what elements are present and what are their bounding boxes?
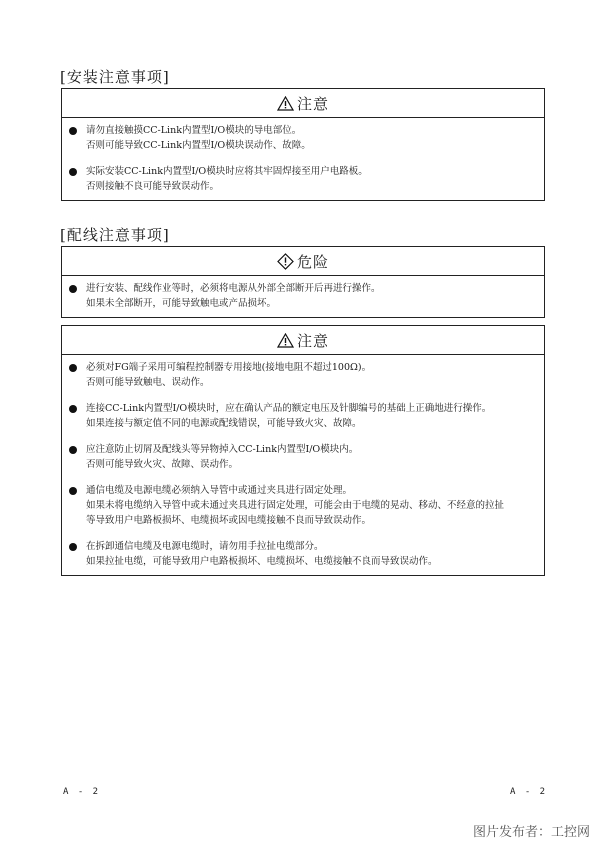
item-text: 在拆卸通信电缆及电源电缆时，请勿用手拉扯电缆部分。 [86, 541, 324, 552]
wiring-danger-header [62, 247, 544, 276]
item-text: 如果未将电缆纳入导管中或未通过夹具进行固定处理，可能会由于电缆的晃动、移动、不经意的拉扯 [86, 500, 505, 511]
install-caution-title: 注意 [296, 94, 329, 113]
bullet-icon [69, 543, 77, 551]
item-text: 如果拉扯电缆，可能导致用户电路板损坏、电缆损坏、电缆接触不良而导致误动作。 [86, 556, 438, 567]
item-text: 否则接触不良可能导致误动作。 [86, 181, 220, 192]
item-text: 进行安装、配线作业等时，必须将电源从外部全部断开后再进行操作。 [86, 283, 381, 294]
list-item [62, 164, 544, 194]
item-text: 如果未全部断开，可能导致触电或产品损坏。 [86, 298, 277, 309]
list-item [62, 483, 544, 528]
item-text: 连接CC-Link内置型I/O模块时，应在确认产品的额定电压及针脚编号的基础上正确地进行操作。 [86, 403, 492, 414]
wiring-caution-box [61, 325, 545, 576]
install-caution-header [62, 89, 544, 118]
wiring-caution-header [62, 326, 544, 355]
bullet-icon [69, 168, 77, 176]
install-section-heading: [安装注意事项] [60, 68, 170, 86]
item-text: 必须对FG端子采用可编程控制器专用接地(接地电阻不超过100Ω)。 [86, 362, 372, 373]
bullet-icon [69, 405, 77, 413]
bullet-icon [69, 364, 77, 372]
watermark: 图片发布者：工控网 [472, 825, 590, 840]
item-text: 请勿直接触摸CC-Link内置型I/O模块的导电部位。 [86, 125, 302, 136]
list-item [62, 281, 544, 311]
bullet-icon [69, 446, 77, 454]
wiring-caution-title: 注意 [296, 331, 329, 350]
list-item [62, 539, 544, 569]
warning-triangle-icon [277, 333, 294, 348]
page-number-right: A - 2 [510, 787, 548, 797]
list-item [62, 123, 544, 153]
install-caution-box [61, 88, 545, 201]
page-number-left: A - 2 [63, 787, 101, 797]
wiring-section-heading: [配线注意事项] [60, 226, 170, 244]
item-text: 否则可能导致触电、误动作。 [86, 377, 210, 388]
item-text: 否则可能导致CC-Link内置型I/O模块误动作、故障。 [86, 140, 311, 151]
item-text: 否则可能导致火灾、故障、误动作。 [86, 459, 239, 470]
list-item [62, 401, 544, 431]
bullet-icon [69, 127, 77, 135]
wiring-danger-title: 危险 [296, 252, 329, 271]
list-item [62, 360, 544, 390]
warning-triangle-icon [277, 96, 294, 111]
danger-diamond-icon [277, 253, 294, 270]
item-text: 应注意防止切屑及配线头等异物掉入CC-Link内置型I/O模块内。 [86, 444, 359, 455]
item-text: 如果连接与额定值不同的电源或配线错误，可能导致火灾、故障。 [86, 418, 362, 429]
item-text: 等导致用户电路板损坏、电缆损坏或因电缆接触不良而导致误动作。 [86, 515, 372, 526]
wiring-danger-box [61, 246, 545, 318]
list-item [62, 442, 544, 472]
bullet-icon [69, 285, 77, 293]
item-text: 通信电缆及电源电缆必须纳入导管中或通过夹具进行固定处理。 [86, 485, 353, 496]
bullet-icon [69, 487, 77, 495]
item-text: 实际安装CC-Link内置型I/O模块时应将其牢固焊接至用户电路板。 [86, 166, 368, 177]
